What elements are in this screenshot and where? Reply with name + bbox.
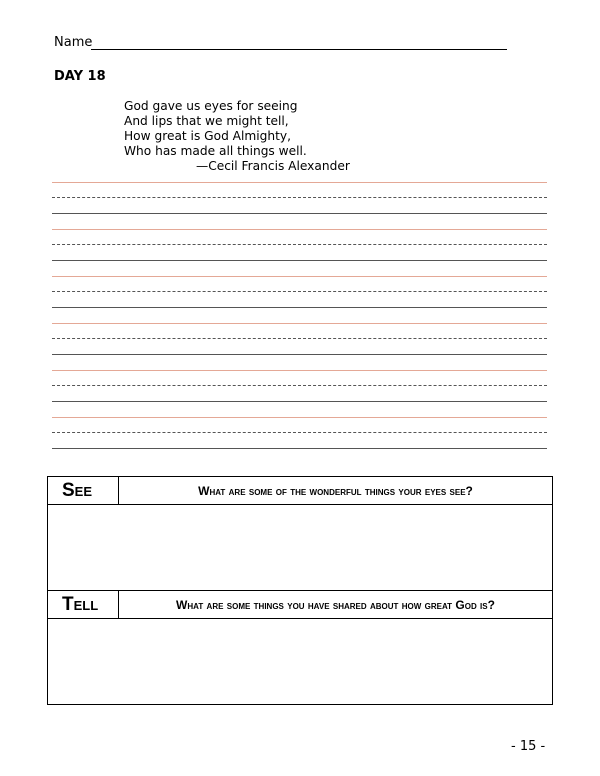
see-label: See [48,477,119,505]
mid-guide-line [52,197,547,198]
top-guide-line [52,182,547,183]
mid-guide-line [52,338,547,339]
name-label: Name [54,35,93,50]
top-guide-line [52,323,547,324]
poem-line: And lips that we might tell, [124,114,289,128]
mid-guide-line [52,385,547,386]
top-guide-line [52,417,547,418]
tell-question: What are some things you have shared about how great God is? [119,591,553,619]
mid-guide-line [52,244,547,245]
tell-answer-box[interactable] [48,619,553,705]
tell-label: Tell [48,591,119,619]
poem [124,99,350,174]
top-guide-line [52,276,547,277]
baseline-guide-line [52,448,547,449]
baseline-guide-line [52,260,547,261]
handwriting-practice-area[interactable] [52,174,547,464]
baseline-guide-line [52,213,547,214]
poem-line: How great is God Almighty, [124,129,291,143]
poem-line: Who has made all things well. [124,144,307,158]
mid-guide-line [52,432,547,433]
baseline-guide-line [52,354,547,355]
baseline-guide-line [52,401,547,402]
top-guide-line [52,229,547,230]
see-question: What are some of the wonderful things your eyes see? [119,477,553,505]
see-answer-box[interactable] [48,505,553,591]
poem-attribution: —Cecil Francis Alexander [196,159,350,173]
page-number: - 15 - [511,739,546,754]
see-tell-table [47,476,553,705]
baseline-guide-line [52,307,547,308]
mid-guide-line [52,291,547,292]
name-field-line[interactable] [91,49,507,50]
poem-line: God gave us eyes for seeing [124,99,298,113]
day-heading: DAY 18 [54,69,106,84]
top-guide-line [52,370,547,371]
